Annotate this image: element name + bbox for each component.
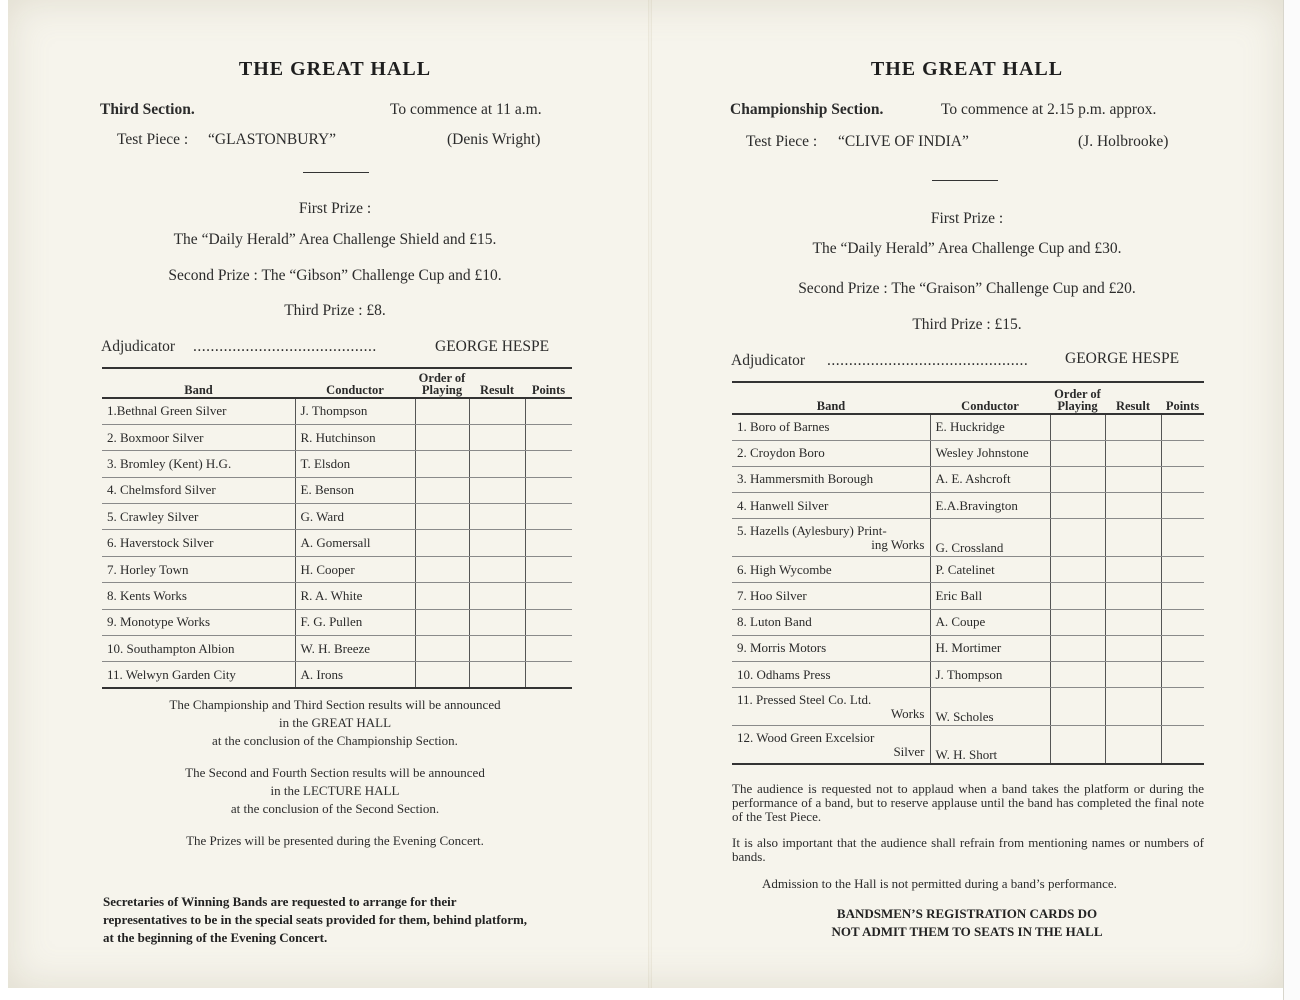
result-cell — [469, 636, 525, 662]
right-test-piece-label: Test Piece : — [746, 133, 818, 150]
points-cell — [1161, 688, 1204, 726]
order-cell — [415, 609, 469, 635]
left-heading: THE GREAT HALL — [238, 58, 432, 80]
result-cell — [1105, 557, 1161, 583]
conductor-name: R. Hutchinson — [295, 424, 415, 450]
left-adjudicator: GEORGE HESPE — [435, 338, 550, 355]
left-section: Third Section. — [100, 101, 195, 118]
band-name: 5. Hazells (Aylesbury) Print- ing Works — [732, 519, 930, 557]
order-cell — [1050, 519, 1105, 557]
result-cell — [1105, 635, 1161, 661]
result-cell — [469, 424, 525, 450]
result-cell — [469, 583, 525, 609]
band-name: 7. Horley Town — [102, 556, 295, 582]
right-applause-note: The audience is requested not to applaud when a band takes the platform or during the performance of a band, but to reserve applause until the band has completed the final note of the Test Piece. — [732, 781, 1204, 824]
conductor-name: A. Coupe — [930, 609, 1050, 635]
table-row — [732, 414, 1204, 440]
band-name: 11. Welwyn Garden City — [107, 666, 236, 682]
order-cell — [1050, 466, 1105, 492]
result-cell — [469, 477, 525, 503]
points-cell — [1161, 493, 1204, 519]
right-adjudicator-label: Adjudicator — [731, 352, 806, 369]
result-cell — [469, 556, 525, 582]
right-third-prize: Third Prize : £15. — [912, 316, 1022, 333]
right-composer: (J. Holbrooke) — [1078, 133, 1169, 150]
header-points: Points — [525, 368, 572, 398]
order-cell — [1050, 557, 1105, 583]
result-cell — [1105, 414, 1161, 440]
header-result: Result — [469, 368, 525, 398]
order-cell — [415, 583, 469, 609]
order-cell — [1050, 609, 1105, 635]
right-page — [728, 0, 1206, 988]
points-cell — [1161, 466, 1204, 492]
table-row — [732, 635, 1204, 661]
conductor-name: H. Mortimer — [930, 635, 1050, 661]
table-row — [102, 636, 572, 662]
right-admission-note: Admission to the Hall is not permitted during a band’s performance. — [762, 876, 1117, 891]
band-name: 4. Hanwell Silver — [732, 493, 930, 519]
order-cell — [1050, 726, 1105, 764]
conductor-name: R. A. White — [295, 583, 415, 609]
points-cell — [1161, 662, 1204, 688]
order-cell — [1050, 440, 1105, 466]
points-cell — [1161, 726, 1204, 764]
table-row — [732, 466, 1204, 492]
result-cell — [1105, 726, 1161, 764]
band-name: 1.Bethnal Green Silver — [102, 398, 295, 424]
left-composer: (Denis Wright) — [447, 131, 541, 148]
conductor-name: E. Benson — [295, 477, 415, 503]
result-cell — [1105, 519, 1161, 557]
right-first-prize: The “Daily Herald” Area Challenge Cup and £30. — [812, 240, 1122, 257]
right-registration-note: BANDSMEN’S REGISTRATION CARDS DO NOT ADMIT THEM TO SEATS IN THE HALL — [831, 906, 1103, 939]
points-cell — [525, 477, 572, 503]
left-first-prize-label: First Prize : — [298, 200, 372, 217]
result-cell — [1105, 609, 1161, 635]
table-row — [102, 662, 572, 688]
order-cell — [415, 477, 469, 503]
order-cell — [415, 398, 469, 424]
points-cell — [1161, 583, 1204, 609]
left-second-prize: Second Prize : The “Gibson” Challenge Cup and £10. — [168, 267, 502, 284]
conductor-name: G. Ward — [295, 504, 415, 530]
left-page — [95, 0, 575, 988]
centre-fold — [648, 0, 652, 988]
left-test-piece-label: Test Piece : — [117, 131, 189, 148]
right-section: Championship Section. — [730, 101, 884, 118]
order-cell — [415, 662, 469, 688]
table-row — [102, 583, 572, 609]
conductor-name: P. Catelinet — [930, 557, 1050, 583]
order-cell — [1050, 583, 1105, 609]
points-cell — [1161, 557, 1204, 583]
band-name: 2. Croydon Boro — [732, 440, 930, 466]
table-row — [732, 662, 1204, 688]
conductor-name: W. H. Short — [930, 726, 1050, 764]
band-name: 3. Hammersmith Borough — [732, 466, 930, 492]
points-cell — [1161, 414, 1204, 440]
conductor-name: W. H. Breeze — [295, 636, 415, 662]
conductor-name: A. E. Ashcroft — [930, 466, 1050, 492]
conductor-name: J. Thompson — [930, 662, 1050, 688]
right-bands-table — [732, 381, 1204, 765]
conductor-name: E. Huckridge — [930, 414, 1050, 440]
header-order: Order of Playing — [1050, 382, 1105, 414]
result-cell — [469, 504, 525, 530]
table-row — [732, 557, 1204, 583]
left-adjudicator-dots: .......................................... — [193, 338, 377, 355]
table-row — [102, 556, 572, 582]
table-row — [732, 726, 1204, 764]
band-name: 3. Bromley (Kent) H.G. — [102, 451, 295, 477]
header-points: Points — [1161, 382, 1204, 414]
conductor-name: A. Irons — [295, 662, 415, 688]
result-cell — [469, 609, 525, 635]
left-adjudicator-label: Adjudicator — [101, 338, 176, 355]
result-cell — [1105, 493, 1161, 519]
header-order: Order of Playing — [415, 368, 469, 398]
points-cell — [525, 583, 572, 609]
left-announce-1: The Championship and Third Section results will be announced in the GREAT HALL at the conclusion of the Championship Section. — [169, 697, 501, 748]
left-table-body — [102, 398, 572, 688]
conductor-name: Eric Ball — [930, 583, 1050, 609]
conductor-name: W. Scholes — [930, 688, 1050, 726]
table-row — [732, 440, 1204, 466]
order-cell — [415, 530, 469, 556]
band-name: 9. Monotype Works — [102, 609, 295, 635]
order-cell — [415, 424, 469, 450]
page-edge — [1283, 0, 1300, 1000]
band-name: 6. Haverstock Silver — [102, 530, 295, 556]
table-row — [102, 530, 572, 556]
band-name: 8. Kents Works — [102, 583, 295, 609]
band-name: 8. Luton Band — [732, 609, 930, 635]
band-name: 9. Morris Motors — [732, 635, 930, 661]
result-cell — [469, 398, 525, 424]
conductor-name: E.A.Bravington — [930, 493, 1050, 519]
points-cell — [525, 398, 572, 424]
band-name: 7. Hoo Silver — [732, 583, 930, 609]
left-commence: To commence at 11 a.m. — [390, 101, 542, 118]
header-result: Result — [1105, 382, 1161, 414]
points-cell — [525, 451, 572, 477]
result-cell — [469, 662, 525, 688]
points-cell — [525, 424, 572, 450]
band-name: 2. Boxmoor Silver — [102, 424, 295, 450]
result-cell — [1105, 583, 1161, 609]
points-cell — [525, 636, 572, 662]
right-heading: THE GREAT HALL — [870, 58, 1064, 80]
table-row — [102, 398, 572, 424]
order-cell — [415, 451, 469, 477]
band-name: 11. Pressed Steel Co. Ltd. Works — [732, 688, 930, 726]
points-cell — [1161, 609, 1204, 635]
order-cell — [1050, 662, 1105, 688]
points-cell — [525, 530, 572, 556]
right-adjudicator-dots: .............................................. — [827, 352, 1029, 369]
conductor-name: A. Gomersall — [295, 530, 415, 556]
left-divider — [303, 172, 369, 173]
result-cell — [1105, 688, 1161, 726]
points-cell — [525, 609, 572, 635]
band-name: 6. High Wycombe — [732, 557, 930, 583]
right-second-prize: Second Prize : The “Graison” Challenge Cup and £20. — [798, 280, 1136, 297]
band-name: 10. Odhams Press — [732, 662, 930, 688]
table-row — [102, 424, 572, 450]
left-prizes-note: The Prizes will be presented during the Evening Concert. — [186, 833, 484, 848]
table-row — [732, 519, 1204, 557]
right-adjudicator: GEORGE HESPE — [1065, 350, 1180, 367]
header-conductor: Conductor — [930, 382, 1050, 414]
right-first-prize-label: First Prize : — [930, 210, 1004, 227]
right-mention-note: It is also important that the audience shall refrain from mentioning names or numbers of bands. — [732, 835, 1204, 864]
conductor-name: F. G. Pullen — [295, 609, 415, 635]
table-row — [732, 688, 1204, 726]
points-cell — [525, 556, 572, 582]
left-first-prize: The “Daily Herald” Area Challenge Shield and £15. — [173, 231, 497, 248]
conductor-name: Wesley Johnstone — [930, 440, 1050, 466]
table-row — [732, 493, 1204, 519]
left-secretaries-note: Secretaries of Winning Bands are requested to arrange for their representatives to be in the special seats provided for them, behind platform, at the beginning of the Evening Concert. — [103, 894, 528, 945]
result-cell — [469, 530, 525, 556]
right-commence: To commence at 2.15 p.m. approx. — [941, 101, 1157, 118]
table-row — [102, 504, 572, 530]
order-cell — [415, 504, 469, 530]
points-cell — [1161, 519, 1204, 557]
conductor-name: J. Thompson — [295, 398, 415, 424]
points-cell — [1161, 635, 1204, 661]
order-cell — [415, 556, 469, 582]
header-conductor: Conductor — [295, 368, 415, 398]
table-row — [102, 451, 572, 477]
order-cell — [1050, 688, 1105, 726]
result-cell — [1105, 662, 1161, 688]
table-row — [732, 609, 1204, 635]
left-third-prize: Third Prize : £8. — [284, 302, 386, 319]
band-name: 5. Crawley Silver — [102, 504, 295, 530]
order-cell — [1050, 635, 1105, 661]
header-band: Band — [102, 368, 295, 398]
band-name: 10. Southampton Albion — [102, 636, 295, 662]
table-row — [732, 583, 1204, 609]
right-divider — [932, 180, 998, 181]
order-cell — [415, 636, 469, 662]
result-cell — [1105, 466, 1161, 492]
table-row — [102, 609, 572, 635]
order-cell — [1050, 414, 1105, 440]
points-cell — [525, 504, 572, 530]
right-table-body — [732, 414, 1204, 764]
order-cell — [1050, 493, 1105, 519]
left-test-piece: “GLASTONBURY” — [208, 131, 337, 148]
conductor-name: T. Elsdon — [295, 451, 415, 477]
conductor-name: G. Crossland — [930, 519, 1050, 557]
left-bands-table — [102, 367, 572, 689]
points-cell — [1161, 440, 1204, 466]
result-cell — [1105, 440, 1161, 466]
band-name: 12. Wood Green Excelsior Silver — [737, 729, 925, 759]
band-name: 4. Chelmsford Silver — [102, 477, 295, 503]
band-name: 1. Boro of Barnes — [732, 414, 930, 440]
table-row — [102, 477, 572, 503]
header-band: Band — [732, 382, 930, 414]
left-announce-2: The Second and Fourth Section results will be announced in the LECTURE HALL at the conclusion of the Second Section. — [185, 765, 485, 816]
conductor-name: H. Cooper — [295, 556, 415, 582]
result-cell — [469, 451, 525, 477]
right-test-piece: “CLIVE OF INDIA” — [838, 133, 969, 150]
points-cell — [525, 662, 572, 688]
